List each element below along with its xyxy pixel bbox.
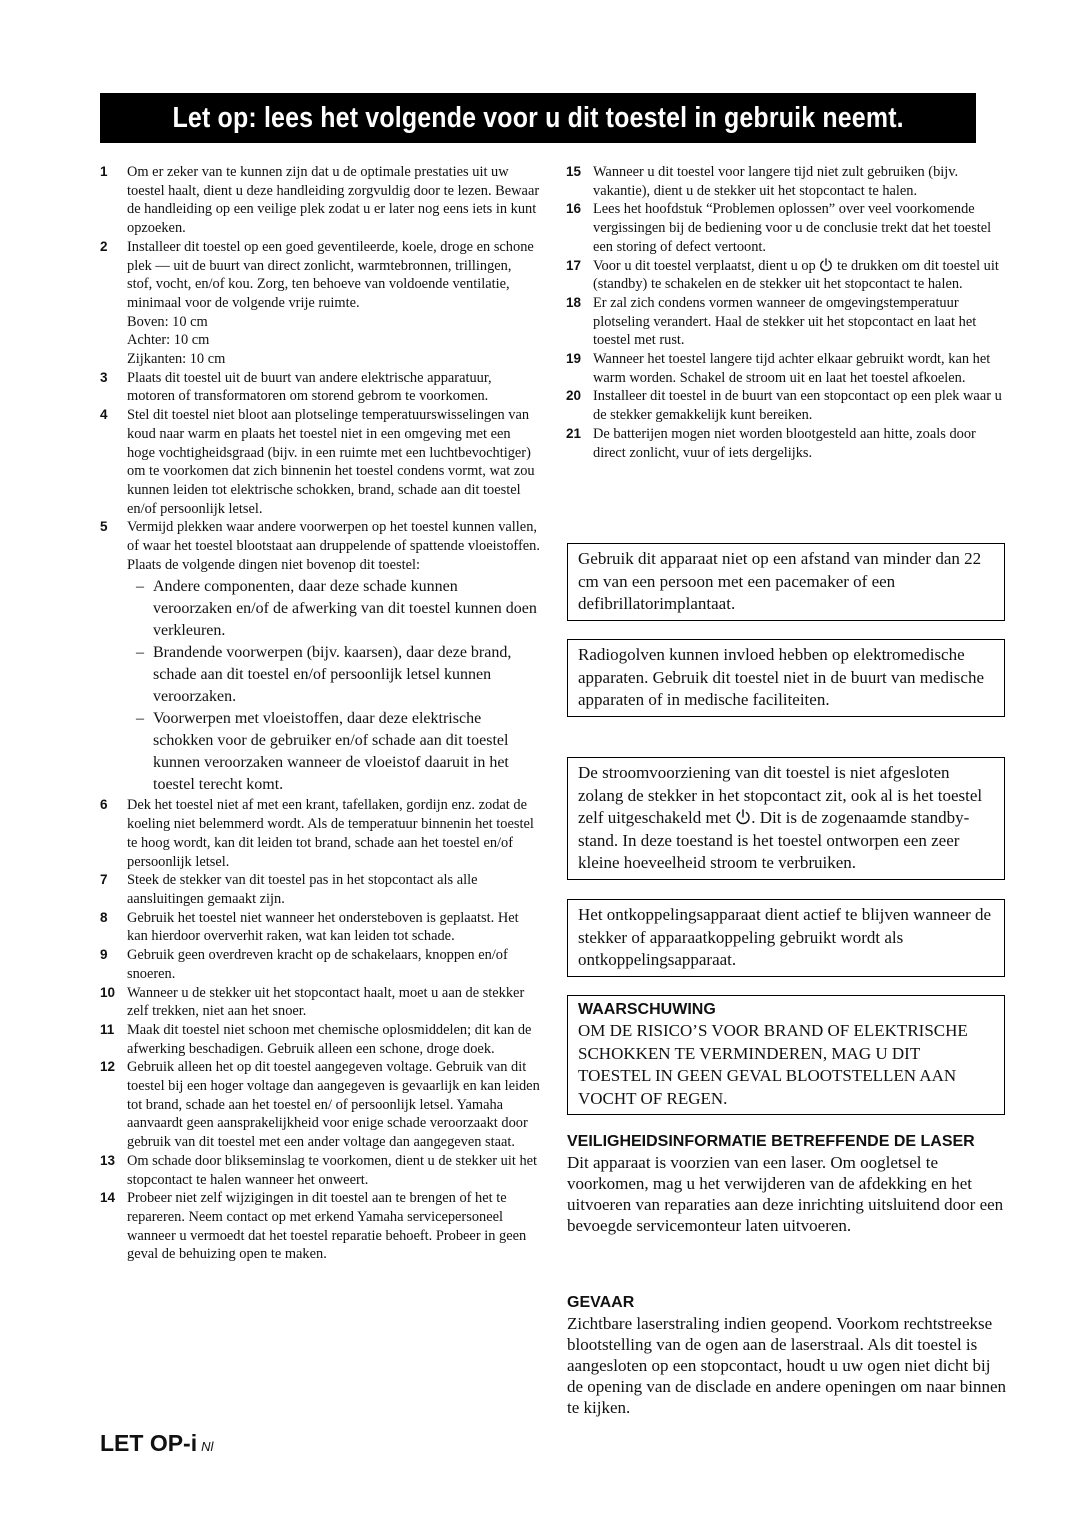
dash-item [127, 708, 540, 796]
list-item [100, 1058, 540, 1152]
laser-section [567, 1131, 1007, 1236]
power-standby-icon [819, 258, 833, 272]
item-text: Steek de stekker van dit toestel pas in het stopcontact als alle aansluitingen gemaakt zijn. [127, 872, 478, 907]
danger-section [567, 1292, 1007, 1418]
item-number: 12 [100, 1059, 116, 1075]
item-number: 4 [100, 407, 108, 423]
page-title-banner [100, 93, 976, 143]
list-item [566, 387, 1006, 424]
item-text: Probeer niet zelf wijzigingen in dit toestel aan te brengen of het te repareren. Neem contact op met erkend Yamaha servicepersoneel wanneer u vermoedt dat het toestel reparatie behoeft. Probeer in geen geval de behuizing open te maken. [127, 1190, 527, 1263]
item-number: 13 [100, 1152, 116, 1168]
power-notice-text-before: De stroomvoorziening van dit toestel is niet afgesloten zolang de stekker in het stopcontact zit, ook al is het toestel zelf uitgeschakeld met [578, 763, 983, 827]
item-text-after-icon: te drukken om dit toestel uit (standby) te schakelen en de stekker uit het stopcontact te halen. [593, 257, 999, 293]
left-column [100, 163, 540, 1264]
disconnect-notice-text: Het ontkoppelingsapparaat dient actief te blijven wanneer de stekker of apparaatkoppeling gebruikt wordt als ontkoppelingsapparaat. [578, 905, 992, 969]
item-number: 1 [100, 164, 108, 179]
list-item [566, 350, 1006, 387]
item-number: 10 [100, 984, 116, 1000]
item-number: 14 [100, 1190, 116, 1206]
list-item [100, 984, 540, 1021]
item-text: Wanneer het toestel langere tijd achter elkaar gebruikt wordt, kan het warm worden. Schakel de stroom uit en laat het toestel afkoelen. [593, 351, 991, 386]
power-notice-text-after: . Dit is de zogenaamde standby-stand. In deze toestand is het toestel ontworpen een zeer kleine hoeveelheid stroom te verbruiken. [578, 808, 970, 872]
item-number: 2 [100, 238, 108, 254]
dash-item [127, 642, 540, 708]
list-item [100, 518, 540, 796]
item-text: Installeer dit toestel op een goed geventileerde, koele, droge en schone plek — uit de buurt van direct zonlicht, warmtebronnen, trillingen, stof, vocht, en/of kou. Zorg, ten behoeve van voldoende ventilatie, minimaal voor de volgende vrije ruimte. [127, 238, 534, 311]
item-number: 5 [100, 519, 108, 535]
item-text: Installeer dit toestel in de buurt van een stopcontact op een plek waar u de stekker gemakkelijk kunt bereiken. [593, 388, 1002, 424]
page-footer [100, 1430, 213, 1457]
item-number: 11 [100, 1021, 115, 1037]
list-item [100, 946, 540, 983]
item-number: 8 [100, 909, 108, 925]
clearance-top: Boven: 10 cm [127, 313, 208, 330]
list-item [100, 1189, 540, 1264]
warning-text: OM DE RISICO’S VOOR BRAND OF ELEKTRISCHE SCHOKKEN TE VERMINDEREN, MAG U DIT TOESTEL IN GEEN GEVAL BLOOTSTELLEN AAN VOCHT OF REGEN. [578, 1021, 968, 1108]
list-item [100, 871, 540, 908]
radio-notice-box [567, 639, 1005, 717]
list-item [100, 1021, 540, 1058]
item-number: 18 [566, 294, 582, 310]
list-item [566, 425, 1006, 462]
item-text: Wanneer u dit toestel voor langere tijd niet zult gebruiken (bijv. vakantie), dient u de stekker uit het stopcontact te halen. [593, 164, 959, 199]
dash-item [127, 576, 540, 642]
pacemaker-notice-box [567, 543, 1005, 621]
item-text: Gebruik alleen het op dit toestel aangegeven voltage. Gebruik van dit toestel bij een hoger voltage dan aangegeven is gevaarlijk en kan leiden tot brand, schade aan het toestel en/ of persoonlijk letsel. Yamaha aanvaardt geen aansprakelijkheid voor enige schade veroorzaakt door gebruik van dit toestel met een ander voltage dan aangegeven staat. [127, 1059, 540, 1151]
right-column [566, 163, 1006, 462]
item-text: Om er zeker van te kunnen zijn dat u de optimale prestaties uit uw toestel haalt, dient u deze handleiding zorgvuldig door te lezen. Bewaar de handleiding op een veilige plek zodat u er later nog eens iets in kunt opzoeken. [127, 164, 540, 237]
item-number: 17 [566, 257, 582, 273]
page-title: Let op: lees het volgende voor u dit toestel in gebruik neemt. [172, 101, 904, 134]
item-text: Plaats dit toestel uit de buurt van andere elektrische apparatuur, motoren of transformatoren om storend gebrom te voorkomen. [127, 369, 492, 405]
list-item [566, 200, 1006, 256]
danger-text: Zichtbare laserstraling indien geopend. Voorkom rechtstreekse blootstelling van de ogen aan de laserstraal. Als dit toestel is aangesloten op een stopcontact, houdt u uw ogen niet dicht bij de opening van de disclade en andere openingen om naar binnen te kijken. [567, 1314, 1007, 1417]
item-number: 16 [566, 201, 582, 217]
clearance-sides: Zijkanten: 10 cm [127, 351, 226, 368]
dash-bullet: – [136, 644, 144, 662]
item-text: Er zal zich condens vormen wanneer de omgevingstemperatuur plotseling verandert. Haal de stekker uit het stopcontact en laat het toestel met rust. [593, 294, 977, 349]
item-number: 19 [566, 351, 582, 367]
disconnect-notice-box [567, 899, 1005, 977]
dash-bullet: – [136, 710, 144, 728]
item-text: Stel dit toestel niet bloot aan plotselinge temperatuurswisselingen van koud naar warm en plaats het toestel niet in een omgeving met een hoge vochtigheidsgraad (bijv. in een ruimte met een luchtbevochtiger) om te voorkomen dat zich binnenin het toestel condens vormt, wat zou kunnen leiden tot elektrische schokken, brand, schade aan dit toestel en/of persoonlijk letsel. [127, 407, 535, 517]
language-code: Nl [201, 1439, 214, 1454]
pacemaker-notice-text: Gebruik dit apparaat niet op een afstand van minder dan 22 cm van een persoon met een pacemaker of een defibrillatorimplantaat. [578, 549, 982, 613]
item-text: Dek het toestel niet af met een krant, tafellaken, gordijn enz. zodat de koeling niet belemmerd wordt. Als de temperatuur binnenin het toestel te hoog wordt, kan dit leiden tot brand, schade aan het toestel en/of persoonlijk letsel. [127, 797, 534, 870]
warning-box [567, 995, 1005, 1115]
radio-notice-text: Radiogolven kunnen invloed hebben op elektromedische apparaten. Gebruik dit toestel niet in de buurt van medische apparaten of in medische faciliteiten. [578, 645, 984, 709]
dash-text: Voorwerpen met vloeistoffen, daar deze elektrische schokken voor de gebruiker en/of schade aan dit toestel kunnen veroorzaken wanneer de vloeistof daaruit in het toestel terecht komt. [153, 710, 509, 794]
item-number: 7 [100, 872, 108, 888]
list-item [100, 406, 540, 518]
list-item [566, 257, 1006, 294]
page-number: LET OP-i [100, 1430, 198, 1456]
laser-text: Dit apparaat is voorzien van een laser. Om oogletsel te voorkomen, mag u het verwijderen van de afdekking en het uitvoeren van reparaties aan deze inrichting uitsluitend door een bevoegde servicemonteur laten uitvoeren. [567, 1153, 1004, 1235]
item-number: 3 [100, 369, 108, 385]
item-number: 21 [566, 425, 582, 441]
item-body [593, 257, 1006, 294]
danger-title: GEVAAR [567, 1294, 635, 1311]
item-number: 15 [566, 164, 582, 179]
power-notice-box [567, 757, 1005, 880]
dash-list [127, 576, 540, 796]
item-number: 20 [566, 388, 582, 404]
item-text: Gebruik geen overdreven kracht op de schakelaars, knoppen en/of snoeren. [127, 947, 508, 982]
item-number: 9 [100, 947, 108, 963]
item-number: 6 [100, 797, 108, 813]
item-text: Maak dit toestel niet schoon met chemische oplosmiddelen; dit kan de afwerking beschadigen. Gebruik alleen een schone, droge doek. [127, 1021, 532, 1057]
item-text: Lees het hoofdstuk “Problemen oplossen” over veel voorkomende vergissingen bij de bediening voor u de conclusie trekt dat het toestel een storing of defect vertoont. [593, 201, 992, 255]
dash-text: Brandende voorwerpen (bijv. kaarsen), daar deze brand, schade aan dit toestel en/of persoonlijk letsel kunnen veroorzaken. [153, 644, 512, 706]
item-text-before-icon: Voor u dit toestel verplaatst, dient u op [593, 257, 816, 274]
list-item [100, 909, 540, 946]
dash-bullet: – [136, 578, 144, 596]
item-text: Gebruik het toestel niet wanneer het ondersteboven is geplaatst. Het kan hierdoor oververhit raken, wat kan leiden tot schade. [127, 909, 519, 945]
list-item [100, 369, 540, 406]
list-item [100, 1152, 540, 1189]
clearance-back: Achter: 10 cm [127, 332, 210, 349]
list-item [566, 294, 1006, 350]
laser-title: VEILIGHEIDSINFORMATIE BETREFFENDE DE LASER [567, 1133, 975, 1150]
power-standby-icon [735, 809, 751, 825]
warning-title: WAARSCHUWING [578, 1001, 716, 1018]
item-body [127, 518, 540, 796]
item-text: De batterijen mogen niet worden blootgesteld aan hitte, zoals door direct zonlicht, vuur of iets dergelijks. [593, 425, 976, 461]
list-item [100, 238, 540, 369]
list-item [566, 163, 1006, 200]
item-body [127, 238, 540, 369]
dash-text: Andere componenten, daar deze schade kunnen veroorzaken en/of de afwerking van dit toestel kunnen doen verkleuren. [153, 578, 537, 640]
item-text: Om schade door blikseminslag te voorkomen, dient u de stekker uit het stopcontact te halen wanneer het onweert. [127, 1152, 538, 1188]
item-text: Wanneer u de stekker uit het stopcontact haalt, moet u aan de stekker zelf trekken, niet aan het snoer. [127, 984, 525, 1020]
list-item [100, 163, 540, 238]
item-text: Vermijd plekken waar andere voorwerpen op het toestel kunnen vallen, of waar het toestel blootstaat aan druppelende of spattende vloeistoffen. Plaats de volgende dingen niet bovenop dit toestel: [127, 519, 540, 573]
list-item [100, 796, 540, 871]
